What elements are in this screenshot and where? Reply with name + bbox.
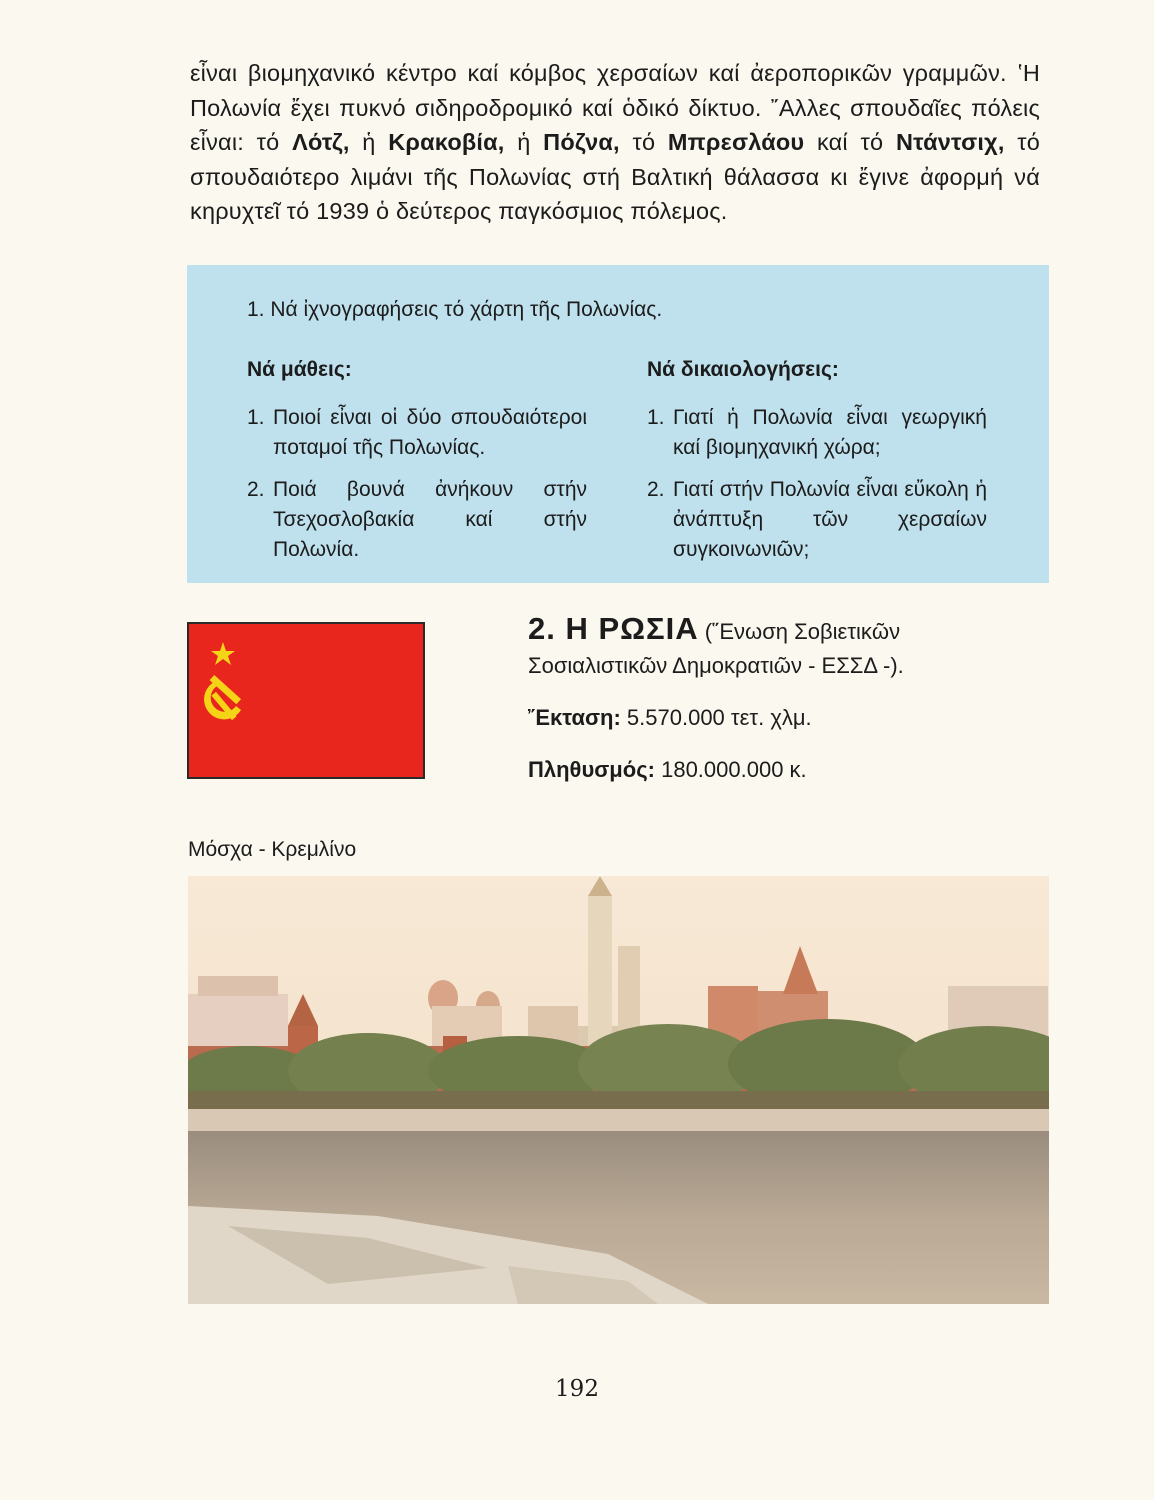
question-number: 2. [647,478,665,501]
russia-section [528,612,1048,787]
intro-paragraph [190,56,1040,229]
population-value: 180.000.000 κ. [654,757,807,782]
question-number: 1. [247,406,265,429]
ussr-flag [187,622,425,779]
justify-question [647,475,987,565]
justify-column [647,355,987,577]
area-stat [528,701,1048,735]
hammer-sickle-star-icon [189,624,423,777]
city-breslau: Μπρεσλάου [667,129,805,155]
kremlin-photo [188,876,1049,1304]
question-number: 1. [647,406,665,429]
area-label: ῎Εκταση: [528,705,621,730]
intro-text: εἶναι βιομηχανικό κέντρο καί κόμβος χερσαίων καί ἀεροπορικῶν γραμμῶν. ʽΗ Πολωνία ἔχει πυκνό σιδηροδρομικό καί ὁδικό δίκτυο. ῎Αλλες σπουδαῖες πόλεις εἶναι: τό [190,60,1040,155]
section-subtitle: (῞Ενωση Σοβιετικῶν [698,619,901,644]
question-number: 2. [247,478,265,501]
photo-caption: Μόσχα - Κρεμλίνο [188,838,357,861]
learn-heading: Νά μάθεις: [247,358,352,381]
question-text: Γιατί ἡ Πολωνία εἶναι γεωργική καί βιομηχανική χώρα; [673,406,987,459]
kremlin-illustration [188,876,1049,1304]
learn-question [247,403,587,463]
city-lodz: Λότζ, [292,129,350,155]
page-number: 192 [555,1376,599,1402]
justify-question [647,403,987,463]
intro-text: καί τό [804,129,896,155]
section-subtitle: Σοσιαλιστικῶν Δημοκρατιῶν - ΕΣΣΔ -). [528,653,904,678]
intro-text: τό [619,129,668,155]
learn-question [247,475,587,565]
intro-text: ἡ [504,129,544,155]
section-title: 2. Η ΡΩΣΙΑ [528,611,699,646]
question-text: Ποιοί εἶναι οἱ δύο σπουδαιότεροι ποταμοί τῆς Πολωνίας. [273,406,587,459]
exercise-task: 1. Νά ἰχνογραφήσεις τό χάρτη τῆς Πολωνίας. [247,298,663,321]
learn-column [247,355,587,577]
intro-text: τό σπουδαιότερο λιμάνι τῆς Πολωνίας στή Βαλτική θάλασσα κι ἔγινε ἀφορμή νά κηρυχτεῖ τό 1939 ὁ δεύτερος παγκόσμιος πόλεμος. [190,129,1040,224]
population-label: Πληθυσμός: [528,757,655,782]
population-stat [528,753,1048,787]
intro-text: ἡ [349,129,389,155]
city-krakow: Κρακοβία, [388,129,505,155]
question-text: Ποιά βουνά ἀνήκουν στήν Τσεχοσλοβακία καί στήν Πολωνία. [273,478,587,561]
exercise-box [187,265,1049,583]
city-poznan: Πόζνα, [543,129,620,155]
city-danzig: Ντάντσιχ, [895,129,1005,155]
justify-heading: Νά δικαιολογήσεις: [647,358,839,381]
area-value: 5.570.000 τετ. χλμ. [620,705,812,730]
question-text: Γιατί στήν Πολωνία εἶναι εὔκολη ἡ ἀνάπτυξη τῶν χερσαίων συγκοινωνιῶν; [673,478,987,561]
